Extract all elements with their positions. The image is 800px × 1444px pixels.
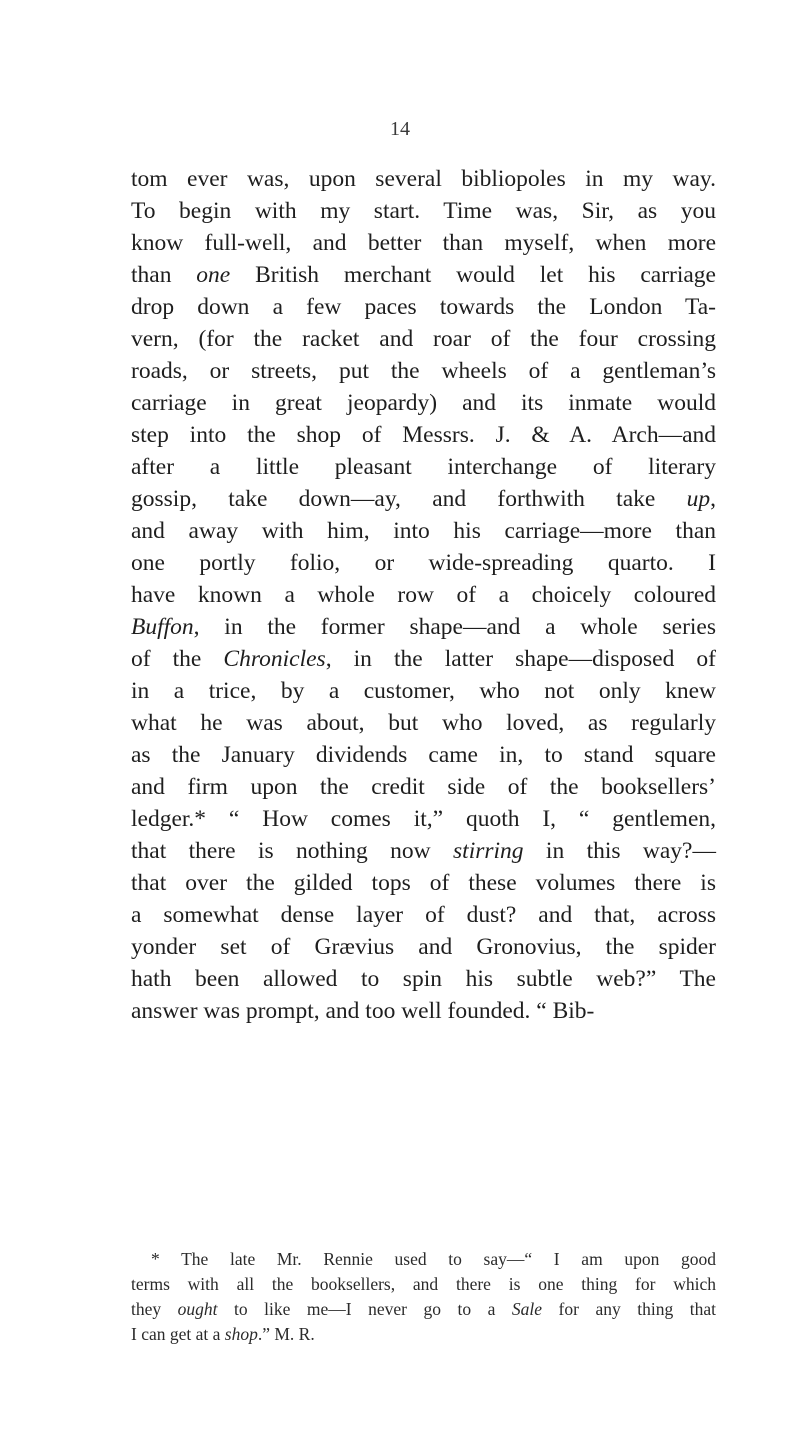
body-text: [131, 163, 716, 1027]
text-run: .” M. R.: [257, 1324, 315, 1344]
body-text-line: in a trice, by a customer, who not only knew: [131, 678, 716, 704]
body-text-line: [131, 483, 716, 515]
body-text-line: have known a whole row of a choicely coloured: [131, 582, 716, 608]
body-text-line: answer was prompt, and too well founded. “ Bib-: [131, 998, 595, 1024]
text-run: , in the latter shape—disposed of: [325, 646, 716, 672]
body-text-line: one portly folio, or wide-spreading quarto. I: [131, 550, 716, 576]
body-text-line: what he was about, but who loved, as regularly: [131, 710, 716, 736]
italic-text: ought: [177, 1299, 218, 1319]
body-text-line: drop down a few paces towards the London Ta-: [131, 294, 716, 320]
footnote-line: [131, 1322, 716, 1347]
body-text-line: after a little pleasant interchange of literary: [131, 454, 716, 480]
text-run: gossip, take down—ay, and forthwith take: [131, 486, 687, 512]
body-text-line: carriage in great jeopardy) and its inmate would: [131, 390, 716, 416]
body-text-line: that over the gilded tops of these volumes there is: [131, 870, 716, 896]
text-run: ,: [710, 486, 716, 512]
body-text-line: [131, 611, 716, 643]
text-run: than: [131, 262, 197, 288]
body-text-line: ledger.* “ How comes it,” quoth I, “ gentlemen,: [131, 806, 716, 832]
body-text-line: [131, 835, 716, 867]
body-text-line: yonder set of Grævius and Gronovius, the spider: [131, 934, 716, 960]
footnote: [131, 1247, 716, 1347]
footnote-line: terms with all the booksellers, and there is one thing for which: [131, 1274, 716, 1294]
footnote-line: [131, 1297, 716, 1322]
body-text-line: To begin with my start. Time was, Sir, as you: [131, 198, 716, 224]
text-run: for any thing that: [542, 1299, 716, 1319]
text-run: of the: [131, 646, 224, 672]
body-text-line: know full-well, and better than myself, when more: [131, 230, 716, 256]
italic-text: Buffon: [131, 614, 194, 640]
body-text-line: tom ever was, upon several bibliopoles in my way.: [131, 166, 716, 192]
body-text-line: as the January dividends came in, to stand square: [131, 742, 716, 768]
body-text-line: [131, 643, 716, 675]
text-run: I can get at a: [131, 1324, 225, 1344]
italic-text: stirring: [453, 838, 524, 864]
page-number: 14: [390, 118, 410, 140]
body-text-line: and firm upon the credit side of the booksellers’: [131, 774, 716, 800]
text-run: to like me—I never go to a: [217, 1299, 512, 1319]
text-run: in this way?—: [523, 838, 716, 864]
body-text-line: [131, 259, 716, 291]
text-run: , in the former shape—and a whole series: [193, 614, 716, 640]
body-text-line: roads, or streets, put the wheels of a gentleman’s: [131, 358, 716, 384]
text-run: that there is nothing now: [131, 838, 454, 864]
italic-text: up: [686, 486, 711, 512]
body-text-line: vern, (for the racket and roar of the four crossing: [131, 326, 716, 352]
italic-text: Sale: [511, 1299, 543, 1319]
body-text-line: a somewhat dense layer of dust? and that, across: [131, 902, 716, 928]
italic-text: shop: [224, 1324, 258, 1344]
text-run: British merchant would let his carriage: [230, 262, 716, 288]
italic-text: one: [196, 262, 231, 288]
text-run: they: [131, 1299, 178, 1319]
body-text-line: hath been allowed to spin his subtle web?” The: [131, 966, 716, 992]
italic-text: Chronicles: [223, 646, 326, 672]
body-text-line: step into the shop of Messrs. J. & A. Arch—and: [131, 422, 716, 448]
body-text-line: and away with him, into his carriage—more than: [131, 518, 716, 544]
footnote-line: * The late Mr. Rennie used to say—“ I am upon good: [151, 1249, 716, 1269]
